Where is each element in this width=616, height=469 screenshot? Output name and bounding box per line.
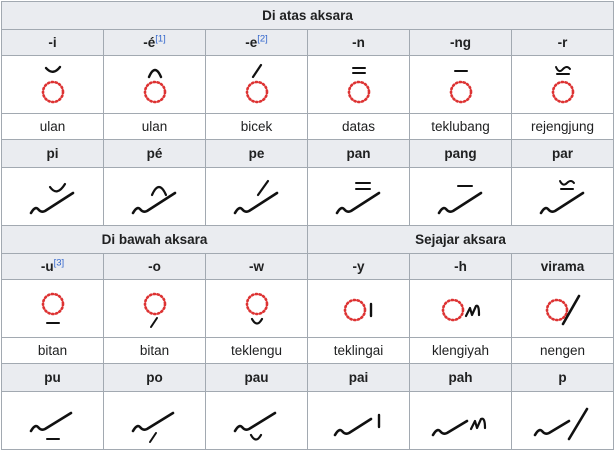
dotted-circle-ng-icon (441, 62, 481, 108)
footnote-link[interactable]: [1] (155, 33, 166, 45)
mark-name: ulan (104, 114, 206, 140)
below-script-row (2, 392, 614, 450)
rejang-pan-icon (327, 173, 391, 221)
rejang-pe-acute-icon (123, 173, 187, 221)
glyph-cell (410, 280, 512, 338)
mark-label: -n (308, 30, 410, 56)
script-cell (2, 392, 104, 450)
mark-label: -i (2, 30, 104, 56)
syllable-label: pe (206, 140, 308, 168)
glyph-cell (512, 280, 614, 338)
glyph-cell (512, 56, 614, 114)
mark-label: -u[3] (2, 254, 104, 280)
script-cell (206, 168, 308, 226)
mark-label: -ng (410, 30, 512, 56)
glyph-cell (2, 56, 104, 114)
rejang-pah-icon (427, 397, 495, 445)
mark-label: -é[1] (104, 30, 206, 56)
script-cell (104, 392, 206, 450)
above-name-row (2, 114, 614, 140)
dotted-circle-e-icon (237, 62, 277, 108)
syllable-label: pu (2, 364, 104, 392)
section-header-above: Di atas aksara (2, 2, 614, 30)
footnote-link[interactable]: [2] (257, 33, 268, 45)
syllable-label: pah (410, 364, 512, 392)
rejang-pau-icon (225, 397, 289, 445)
rejang-p-virama-icon (529, 397, 597, 445)
dotted-circle-h-icon (439, 286, 483, 332)
dotted-circle-w-icon (237, 286, 277, 332)
rejang-po-icon (123, 397, 187, 445)
dotted-circle-i-icon (33, 62, 73, 108)
dotted-circle-virama-icon (541, 286, 585, 332)
mark-name: teklingai (308, 338, 410, 364)
syllable-label: p (512, 364, 614, 392)
script-cell (206, 392, 308, 450)
below-syllable-row (2, 364, 614, 392)
mark-name: klengiyah (410, 338, 512, 364)
below-name-row (2, 338, 614, 364)
syllable-label: pang (410, 140, 512, 168)
dotted-circle-u-icon (33, 286, 73, 332)
mark-name: nengen (512, 338, 614, 364)
mark-name: datas (308, 114, 410, 140)
script-cell (2, 168, 104, 226)
below-glyph-row (2, 280, 614, 338)
above-glyph-row (2, 56, 614, 114)
above-script-row (2, 168, 614, 226)
mark-label: -w (206, 254, 308, 280)
mark-label: -o (104, 254, 206, 280)
syllable-label: po (104, 364, 206, 392)
mark-label: -h (410, 254, 512, 280)
mark-label: -r (512, 30, 614, 56)
mark-label: -e[2] (206, 30, 308, 56)
mark-name: teklubang (410, 114, 512, 140)
mark-name: bicek (206, 114, 308, 140)
rejang-pai-icon (327, 397, 391, 445)
glyph-cell (104, 56, 206, 114)
script-cell (410, 392, 512, 450)
glyph-cell (410, 56, 512, 114)
glyph-cell (308, 56, 410, 114)
mark-name: teklengu (206, 338, 308, 364)
script-cell (308, 392, 410, 450)
mark-label: -y (308, 254, 410, 280)
glyph-cell (308, 280, 410, 338)
syllable-label: pé (104, 140, 206, 168)
glyph-cell (206, 280, 308, 338)
mark-name: bitan (2, 338, 104, 364)
syllable-label: pau (206, 364, 308, 392)
mark-label: virama (512, 254, 614, 280)
dotted-circle-r-icon (543, 62, 583, 108)
rejang-pi-icon (21, 173, 85, 221)
script-cell (410, 168, 512, 226)
syllable-label: pai (308, 364, 410, 392)
dotted-circle-n-icon (339, 62, 379, 108)
dotted-circle-o-icon (135, 286, 175, 332)
diacritics-table (1, 1, 614, 450)
dotted-circle-e-acute-icon (135, 62, 175, 108)
mark-name: bitan (104, 338, 206, 364)
script-cell (512, 392, 614, 450)
mark-name: ulan (2, 114, 104, 140)
below-mark-row (2, 254, 614, 280)
rejang-pu-icon (21, 397, 85, 445)
footnote-link[interactable]: [3] (53, 257, 65, 269)
dotted-circle-y-icon (339, 286, 379, 332)
syllable-label: pi (2, 140, 104, 168)
rejang-pang-icon (429, 173, 493, 221)
rejang-par-icon (531, 173, 595, 221)
syllable-label: pan (308, 140, 410, 168)
syllable-label: par (512, 140, 614, 168)
above-syllable-row (2, 140, 614, 168)
section-header-inline: Sejajar aksara (308, 226, 614, 254)
script-cell (512, 168, 614, 226)
mark-name: rejengjung (512, 114, 614, 140)
glyph-cell (104, 280, 206, 338)
rejang-pe-icon (225, 173, 289, 221)
glyph-cell (2, 280, 104, 338)
glyph-cell (206, 56, 308, 114)
above-mark-row (2, 30, 614, 56)
section-header-below: Di bawah aksara (2, 226, 308, 254)
script-cell (104, 168, 206, 226)
script-cell (308, 168, 410, 226)
